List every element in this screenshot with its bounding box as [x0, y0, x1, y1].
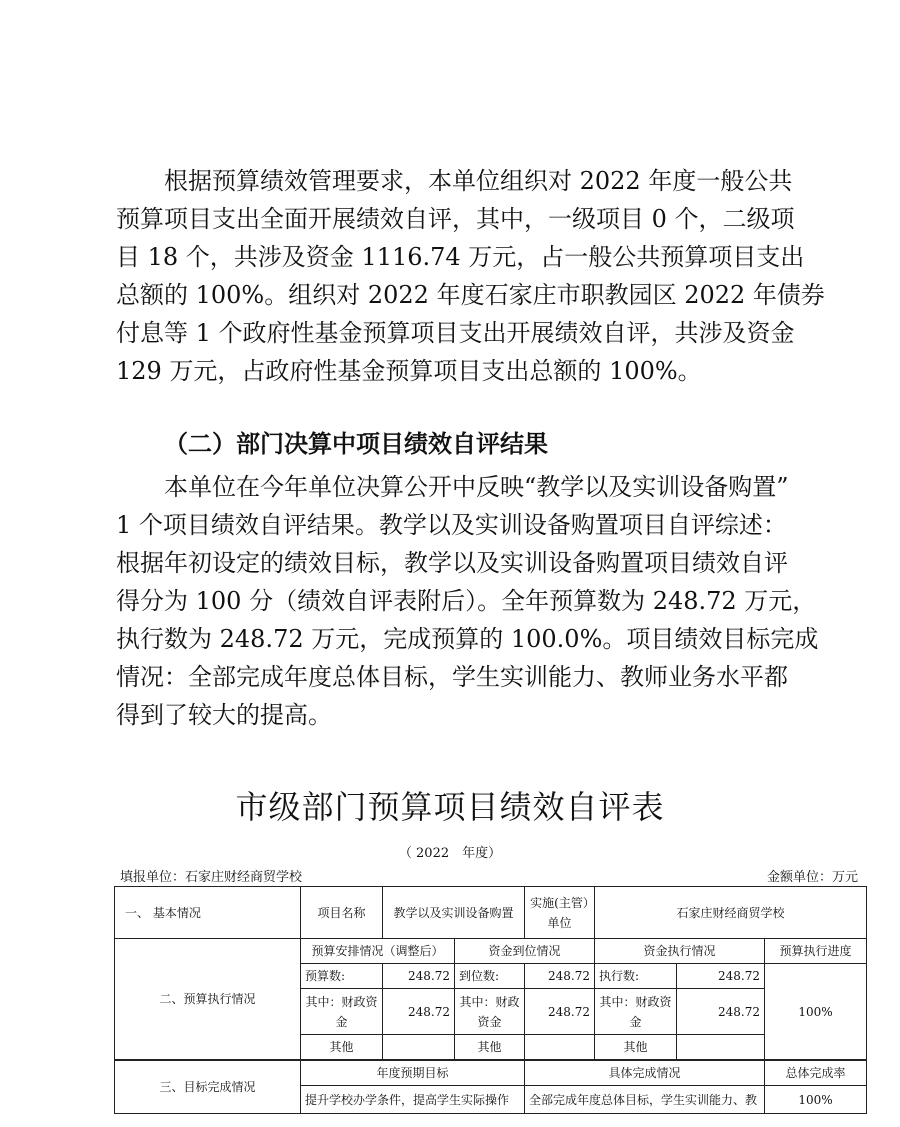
exec-label: 执行数: [595, 964, 677, 989]
form-title: 市级部门预算项目绩效自评表 [235, 788, 665, 826]
exec-value: 248.72 [677, 964, 765, 989]
fiscal-exec-label: 其中：财政资金 [595, 989, 677, 1035]
paragraph-2 [116, 468, 819, 734]
budget-value: 248.72 [383, 964, 455, 989]
form-year: （ 2022 年度） [398, 846, 502, 861]
fiscal-arrival-label: 其中：财政资金 [455, 989, 525, 1035]
exec-unit-label: 实施(主管）单位 [525, 887, 595, 939]
fiscal-exec-value: 248.72 [677, 989, 765, 1035]
reporting-unit: 填报单位：石家庄财经商贸学校 [120, 870, 303, 885]
paragraph-2-line: 执行数为 248.72 万元，完成预算的 100.0%。项目绩效目标完成 [116, 625, 819, 653]
paragraph-1-line: 目 18 个，共涉及资金 1116.74 万元，占一般公共预算项目支出 [116, 243, 805, 271]
arrival-label: 到位数: [455, 964, 525, 989]
paragraph-1-line: 总额的 100%。组织对 2022 年度石家庄市职教园区 2022 年债券 [116, 281, 825, 309]
fiscal-arrival-value: 248.72 [525, 989, 595, 1035]
paragraph-1 [116, 162, 825, 390]
paragraph-2-line: 根据年初设定的绩效目标，教学以及实训设备购置项目绩效自评 [116, 549, 788, 577]
status-text: 全部完成年度总体目标，学生实训能力、教 [525, 1086, 765, 1114]
budget-label: 预算数: [301, 964, 383, 989]
header-funds-exec: 资金执行情况 [595, 939, 765, 964]
section-heading: （二）部门决算中项目绩效自评结果 [164, 430, 548, 458]
table-row [115, 939, 867, 964]
paragraph-2-line: 情况：全部完成年度总体目标，学生实训能力、教师业务水平都 [116, 663, 788, 691]
rate-value: 100% [765, 1086, 867, 1114]
paragraph-2-line: 本单位在今年单位决算公开中反映“教学以及实训设备购置” [164, 473, 789, 501]
table-row [115, 887, 867, 939]
other-budget-label: 其他 [301, 1035, 383, 1060]
sec1-label: 一、 基本情况 [115, 887, 301, 939]
paragraph-1-line: 根据预算绩效管理要求，本单位组织对 2022 年度一般公共 [164, 167, 793, 195]
fiscal-budget-value: 248.72 [383, 989, 455, 1035]
paragraph-1-line: 129 万元，占政府性基金预算项目支出总额的 100%。 [116, 357, 702, 385]
header-progress: 预算执行进度 [765, 939, 867, 964]
amount-unit: 金额单位：万元 [766, 870, 858, 885]
paragraph-1-line: 预算项目支出全面开展绩效自评，其中，一级项目 0 个，二级项 [116, 205, 795, 233]
table-row [115, 1061, 867, 1086]
exec-unit-value: 石家庄财经商贸学校 [595, 887, 867, 939]
paragraph-1-line: 付息等 1 个政府性基金预算项目支出开展绩效自评，共涉及资金 [116, 319, 795, 347]
paragraph-2-line: 1 个项目绩效自评结果。教学以及实训设备购置项目自评综述： [116, 511, 787, 539]
header-status: 具体完成情况 [525, 1061, 765, 1086]
other-exec-value [677, 1035, 765, 1060]
progress-value: 100% [765, 964, 867, 1060]
goal-text: 提升学校办学条件，提高学生实际操作 [301, 1086, 525, 1114]
fiscal-budget-label: 其中：财政资金 [301, 989, 383, 1035]
other-arrival-label: 其他 [455, 1035, 525, 1060]
header-goal: 年度预期目标 [301, 1061, 525, 1086]
header-budget: 预算安排情况（调整后） [301, 939, 455, 964]
arrival-value: 248.72 [525, 964, 595, 989]
other-arrival-value [525, 1035, 595, 1060]
goal-table [114, 1060, 867, 1114]
self-evaluation-table [114, 886, 867, 1060]
paragraph-2-line: 得到了较大的提高。 [116, 701, 332, 729]
header-rate: 总体完成率 [765, 1061, 867, 1086]
project-name-value: 教学以及实训设备购置 [383, 887, 525, 939]
project-name-label: 项目名称 [301, 887, 383, 939]
other-exec-label: 其他 [595, 1035, 677, 1060]
sec3-label: 三、目标完成情况 [115, 1061, 301, 1114]
other-budget-value [383, 1035, 455, 1060]
header-funds-arrival: 资金到位情况 [455, 939, 595, 964]
paragraph-2-line: 得分为 100 分（绩效自评表附后）。全年预算数为 248.72 万元， [116, 587, 817, 615]
sec2-label: 二、预算执行情况 [115, 939, 301, 1060]
